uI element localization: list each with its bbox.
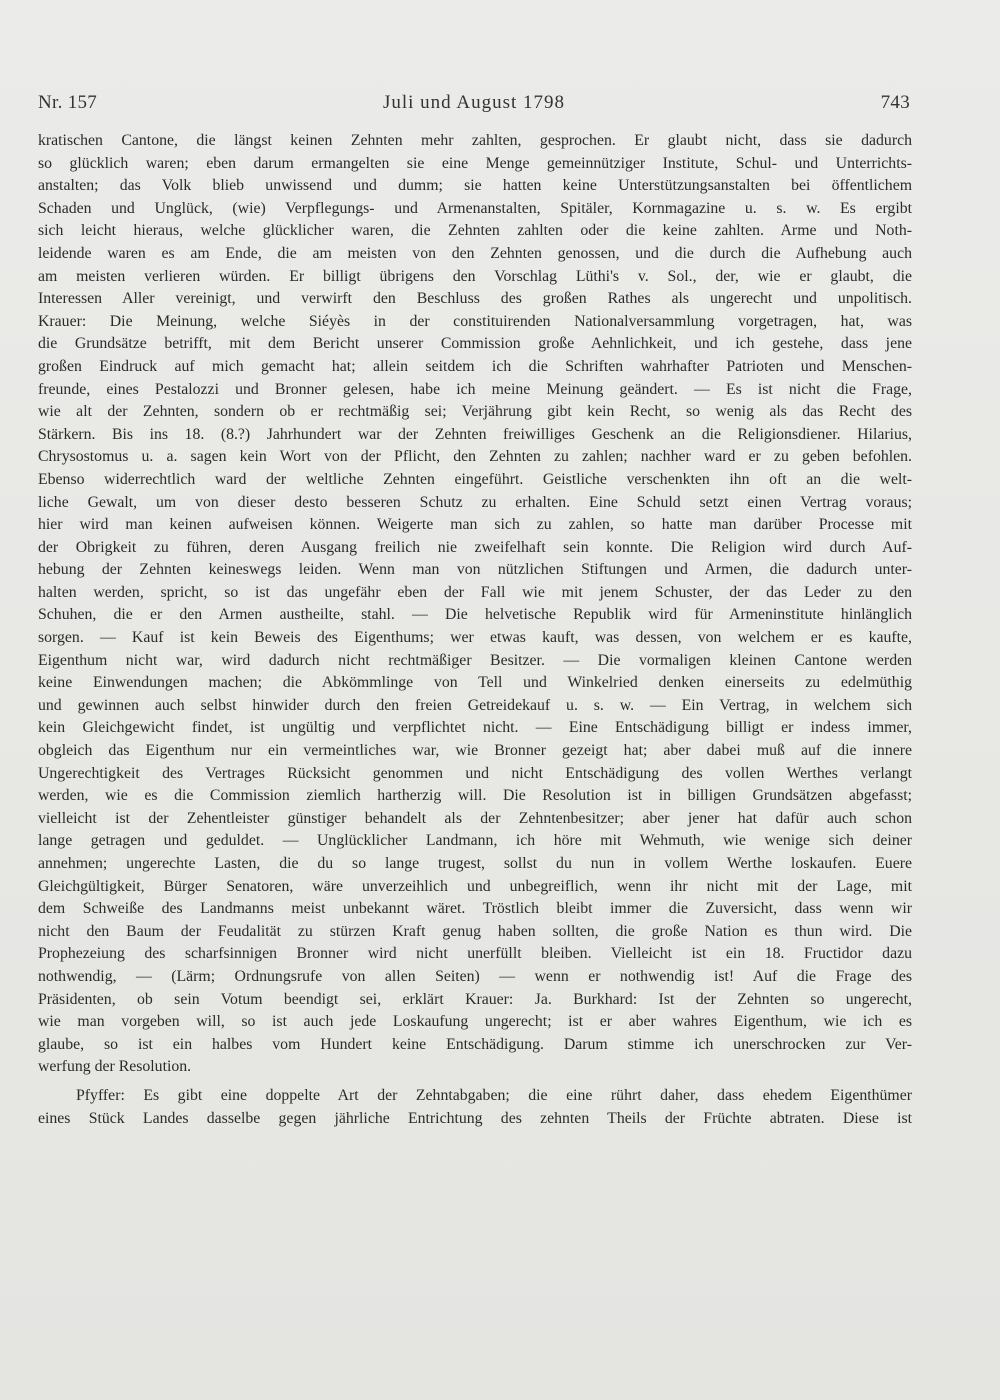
paragraph-1 bbox=[38, 130, 912, 1079]
text-line: Prophezeiung des scharfsinnigen Bronner wird nicht unerfüllt bleiben. Vielleicht ist ein 18. Fructidor dazu bbox=[38, 945, 912, 963]
text-line: Stärkern. Bis ins 18. (8.?) Jahrhundert war der Zehnten freiwilliges Geschenk an die Religionsdiener. Hilarius, bbox=[38, 425, 912, 443]
text-line: freunde, eines Pestalozzi und Bronner gelesen, habe ich meine Meinung geändert. — Es ist nicht die Frage, bbox=[38, 380, 912, 398]
page-number: 743 bbox=[880, 92, 910, 113]
text-line: Präsidenten, ob sein Votum beendigt sei, erklärt Krauer: Ja. Burkhard: Ist der Zehnten so ungerecht, bbox=[38, 990, 912, 1008]
text-line: annehmen; ungerechte Lasten, die du so lange trugest, sollst du nun in vollem Werthe loskaufen. Euere bbox=[38, 855, 912, 872]
text-line: anstalten; das Volk blieb unwissend und dumm; sie hatten keine Unterstützungsanstalten bei öffentlichem bbox=[38, 177, 912, 195]
text-line: werfung der Resolution. bbox=[38, 1058, 192, 1076]
text-line: Schaden und Unglück, (wie) Verpflegungs- und Armenanstalten, Spitäler, Kornmagazine u. s. w. Es ergibt bbox=[38, 199, 912, 217]
text-line: obgleich das Eigenthum nur ein vermeintliches war, wie Bronner gezeigt hat; aber dabei muß auf die innere bbox=[38, 742, 912, 760]
text-line: werden, wie es die Commission ziemlich hartherzig will. Die Resolution ist in billigen Grundsätzen abgefasst; bbox=[38, 787, 912, 805]
page-header bbox=[38, 92, 910, 122]
text-line: Krauer: Die Meinung, welche Siéyès in der constituirenden Nationalversammlung vorgetragen, hat, was bbox=[38, 312, 912, 330]
text-line: liche Gewalt, um von dieser desto besseren Schutz zu erhalten. Eine Schuld setzt einen Vertrag voraus; bbox=[38, 493, 912, 511]
text-line: lange getragen und geduldet. — Unglücklicher Landmann, ich höre mit Wehmuth, wie wenige sich deiner bbox=[38, 832, 912, 850]
text-line: halten werden, spricht, so ist das ungefähr eben der Fall wie mit jenem Schuster, der das Leder zu den bbox=[38, 583, 912, 601]
text-line: nicht den Baum der Feudalität zu stürzen Kraft genug haben sollten, die große Nation es thun wird. Die bbox=[38, 922, 912, 940]
text-line: kratischen Cantone, die längst keinen Zehnten mehr zahlten, gesprochen. Er glaubt nicht, dass sie dadurch bbox=[38, 132, 912, 149]
text-line: Interessen Aller vereinigt, und verwirft den Beschluss des großen Rathes als ungerecht und unpolitisch. bbox=[38, 290, 912, 308]
text-line: wie man vorgeben will, so ist auch jede Loskaufung ungerecht; ist er aber wahres Eigenthum, wie ich es bbox=[38, 1013, 912, 1031]
text-line: so glücklich waren; eben darum ermangelten sie eine Menge gemeinnütziger Institute, Schul- und Unterrichts- bbox=[38, 154, 912, 172]
text-line: die Grundsätze betrifft, mit dem Bericht unserer Commission große Aehnlichkeit, und ich gestehe, dass jene bbox=[38, 335, 912, 353]
text-line: Ungerechtigkeit des Vertrages Rücksicht genommen und nicht Entschädigung des vollen Werthes verlangt bbox=[38, 764, 912, 782]
text-line: und gewinnen auch selbst hinwider durch den freien Getreidekauf u. s. w. — Ein Vertrag, in welchem sich bbox=[38, 696, 912, 714]
text-line: sich leicht hieraus, welche glücklicher waren, die Zehnten zahlten oder die keine zahlten. Arme und Noth- bbox=[38, 222, 912, 240]
running-title: Juli und August 1798 bbox=[382, 92, 566, 113]
text-line: großen Eindruck auf mich gemacht hat; allein seitdem ich die Schriften wahrhafter Patrioten und Menschen- bbox=[38, 357, 912, 375]
paragraph-2 bbox=[38, 1085, 912, 1130]
text-line: nothwendig, — (Lärm; Ordnungsrufe von allen Seiten) — wenn er nothwendig ist! Auf die Frage des bbox=[38, 967, 912, 985]
text-line: leidende waren es am Ende, die am meisten von den Zehnten genossen, und die durch die Aufhebung auch bbox=[38, 244, 912, 262]
body-text bbox=[38, 130, 912, 1130]
issue-number: Nr. 157 bbox=[38, 92, 98, 113]
text-line: Schuhen, die er den Armen austheilte, stahl. — Die helvetische Republik wird für Armeninstitute hinlänglich bbox=[38, 606, 912, 624]
text-line: der Obrigkeit zu führen, deren Ausgang freilich nie zweifelhaft sein konnte. Die Religion wird durch Auf- bbox=[38, 538, 912, 556]
text-line: hebung der Zehnten keineswegs leiden. Wenn man von nützlichen Stiftungen und Armen, die dadurch unter- bbox=[38, 561, 912, 579]
text-line: eines Stück Landes dasselbe gegen jährliche Entrichtung des zehnten Theils der Früchte abtraten. Diese ist bbox=[38, 1109, 912, 1127]
text-line: Gleichgültigkeit, Bürger Senatoren, wäre unverzeihlich und unbegreiflich, wenn ihr nicht mit der Lage, mit bbox=[38, 877, 912, 895]
text-line: Pfyffer: Es gibt eine doppelte Art der Zehntabgaben; die eine rührt daher, dass ehedem Eigenthümer bbox=[76, 1086, 912, 1104]
text-line: Ebenso widerrechtlich ward der weltliche Zehnten eingeführt. Geistliche verschenkten ihn oft an die welt- bbox=[38, 470, 912, 488]
text-line: hier wird man keinen aufweisen können. Weigerte man sich zu zahlen, so hatte man darüber Processe mit bbox=[38, 516, 912, 534]
text-line: dem Schweiße des Landmanns meist unbekannt wäret. Tröstlich bleibt immer die Zuversicht, dass wenn wir bbox=[38, 900, 912, 918]
text-line: glaube, so ist ein halbes vom Hundert keine Entschädigung. Darum stimme ich unerschrocken zur Ver- bbox=[38, 1035, 912, 1053]
text-line: wie alt der Zehnten, sondern ob er rechtmäßig sei; Verjährung gibt kein Recht, so wenig als das Recht des bbox=[38, 403, 912, 421]
text-line: Eigenthum nicht war, wird dadurch nicht rechtmäßiger Besitzer. — Die vormaligen kleinen Cantone werden bbox=[38, 651, 912, 669]
text-line: sorgen. — Kauf ist kein Beweis des Eigenthums; wer etwas kauft, was dessen, von welchem er es kaufte, bbox=[38, 629, 912, 647]
text-line: am meisten verlieren würden. Er billigt übrigens den Vorschlag Lüthi's v. Sol., der, wie er glaubt, die bbox=[38, 267, 912, 285]
text-line: kein Gleichgewicht findet, ist ungültig und verpflichtet nicht. — Eine Entschädigung billigt er indess immer, bbox=[38, 719, 912, 737]
text-line: vielleicht ist der Zehentleister günstiger behandelt als der Zehntenbesitzer; aber jener hat dafür auch schon bbox=[38, 809, 912, 827]
text-line: Chrysostomus u. a. sagen kein Wort von der Pflicht, den Zehnten zu zahlen; nachher ward er zu geben befohlen. bbox=[38, 448, 912, 466]
text-line: keine Einwendungen machen; die Abkömmlinge von Tell und Winkelried denken einerseits zu edelmüthig bbox=[38, 674, 912, 692]
